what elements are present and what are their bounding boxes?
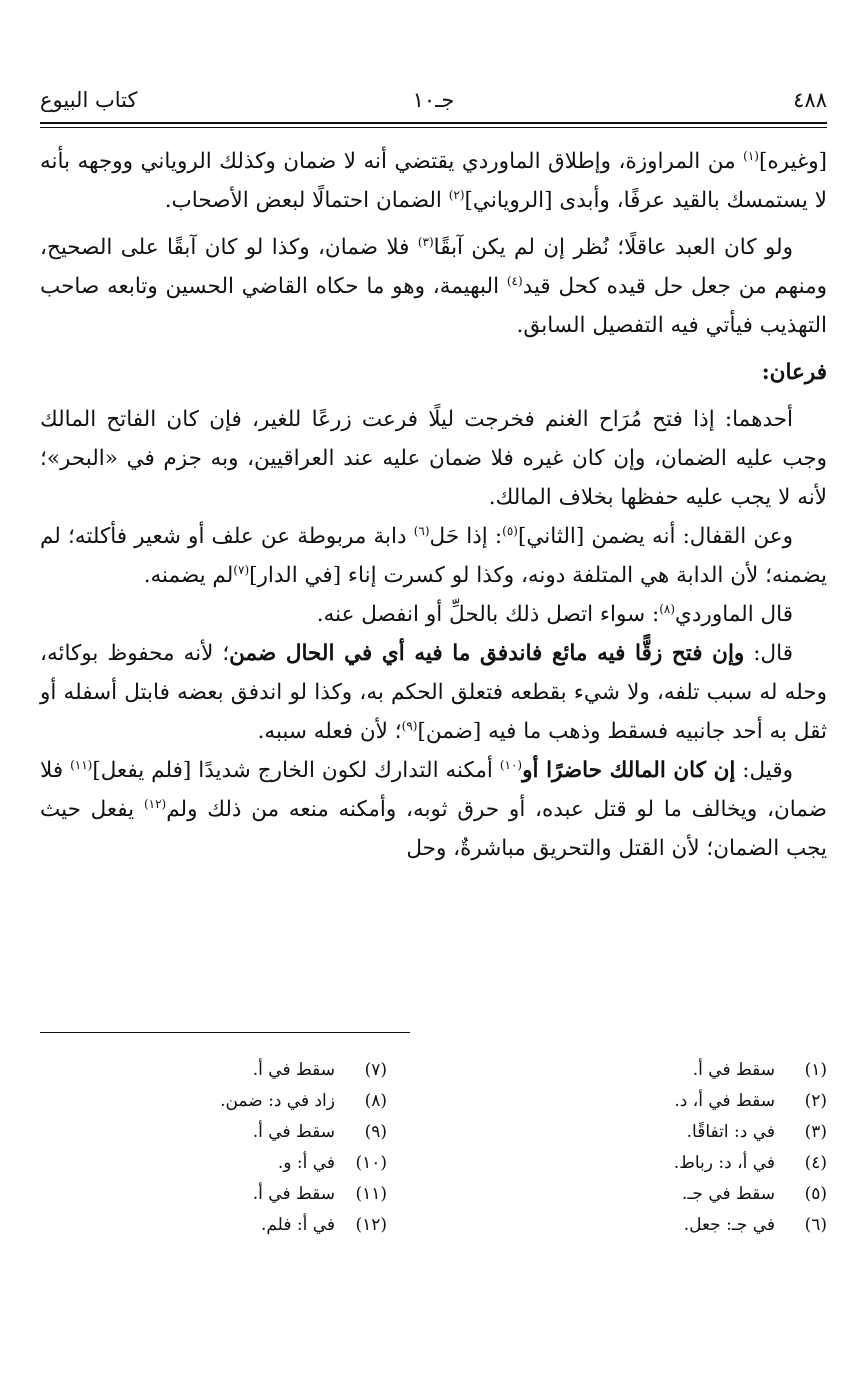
footnote-marker: (٥) — [502, 523, 518, 538]
footnote-item — [467, 1055, 827, 1086]
text-run: : سواء اتصل ذلك بالحلِّ أو انفصل عنه. — [316, 602, 660, 627]
text-run: من المراوزة، وإطلاق الماوردي يقتضي أنه لا ضمان وكذلك الروياني ووجهه بأنه لا يستمسك بالقيد عرفًا، وأبدى [الروياني] — [40, 149, 827, 213]
footnote-number: (٥) — [804, 1184, 827, 1204]
footnote-text: سقط في أ. — [252, 1184, 335, 1204]
book-title: كتاب البيوع — [40, 88, 138, 112]
text-run: فلا ضمان، ويخالف ما لو قتل عبده، أو حرق ثوبه، وأمكنه منعه من ذلك ولم — [40, 758, 827, 822]
text-run: البهيمة، وهو ما حكاه القاضي الحسين وتابعه صاحب التهذيب فيأتي فيه التفصيل السابق. — [40, 274, 827, 338]
footnote-item — [467, 1179, 827, 1210]
paragraph — [40, 142, 827, 220]
footnote-marker: (٨) — [659, 601, 676, 616]
footnote-marker: (٤) — [506, 273, 523, 288]
footnote-number: (٣) — [804, 1122, 827, 1142]
footnote-item — [467, 1210, 827, 1241]
bold-text: فرعان: — [761, 360, 827, 385]
footnote-marker: (١٢) — [143, 796, 167, 811]
running-header — [40, 70, 827, 118]
footnote-text: في أ: فلم. — [260, 1215, 335, 1235]
text-run: أحدهما: إذا فتح مُرَاح الغنم فخرجت ليلًا فرعت زرعًا للغير، فإن كان الفاتح المالك وجب عليه الضمان، وإن كان غيره فلا ضمان عليه عند العراقيين، وبه جزم في «البحر»؛ لأنه لا يجب عليه حفظها بخلاف المالك. — [40, 407, 827, 510]
text-run: قال: — [744, 641, 793, 666]
bold-text: إن كان المالك حاضرًا أو — [522, 758, 736, 783]
footnote-number: (١١) — [355, 1184, 387, 1204]
text-run: ؛ لأن فعله سببه. — [257, 719, 402, 744]
footnote-text: سقط في أ. — [252, 1122, 335, 1142]
paragraph — [40, 595, 827, 634]
footnote-number: (٩) — [364, 1122, 387, 1142]
footnote-marker: (١٠) — [499, 757, 523, 772]
footnote-text: سقط في أ. — [252, 1060, 335, 1080]
footnote-number: (٨) — [364, 1091, 387, 1111]
volume-label: جـ١٠ — [412, 88, 455, 112]
paragraph — [40, 400, 827, 517]
body-text — [40, 142, 827, 868]
text-run: الضمان احتمالًا لبعض الأصحاب. — [164, 188, 449, 213]
footnotes-column-right — [467, 1055, 827, 1241]
header-rule-thick — [40, 122, 827, 124]
footnote-text: سقط في جـ. — [682, 1184, 775, 1204]
footnote-item — [467, 1086, 827, 1117]
paragraph — [40, 517, 827, 595]
footnote-marker: (٩) — [401, 718, 418, 733]
footnote-item — [27, 1210, 387, 1241]
footnote-item — [467, 1148, 827, 1179]
paragraph — [40, 751, 827, 868]
footnote-marker: (٢) — [448, 187, 465, 202]
text-run: أمكنه التدارك لكون الخارج شديدًا [فلم يفعل] — [92, 758, 500, 783]
footnote-number: (١٢) — [355, 1215, 387, 1235]
text-run: قال الماوردي — [675, 602, 793, 627]
footnote-marker: (١١) — [70, 757, 93, 772]
footnote-number: (٦) — [804, 1215, 827, 1235]
footnote-text: في أ: و. — [277, 1153, 335, 1173]
footnote-item — [27, 1179, 387, 1210]
paragraph — [40, 353, 827, 392]
paragraph — [40, 634, 827, 751]
header-rule-thin — [40, 127, 827, 128]
page-number: ٤٨٨ — [793, 88, 827, 112]
text-run: يفعل حيث يجب الضمان؛ لأن القتل والتحريق مباشرةٌ، وحل — [40, 797, 827, 861]
footnote-marker: (٧) — [233, 562, 250, 577]
footnote-item — [27, 1055, 387, 1086]
footnote-item — [27, 1148, 387, 1179]
text-run: وعن القفال: أنه يضمن [الثاني] — [517, 524, 793, 549]
footnote-separator — [40, 1032, 410, 1033]
text-run: دابة مربوطة عن علف أو شعير فأكلته؛ لم يضمنه؛ لأن الدابة هي المتلفة دونه، وكذا لو كسرت إناء [في الدار] — [40, 524, 827, 588]
footnote-marker: (٦) — [413, 523, 430, 538]
paragraph — [40, 228, 827, 345]
footnote-text: في د: اتفاقًا. — [686, 1122, 775, 1142]
footnote-marker: (٣) — [417, 234, 434, 249]
footnote-item — [27, 1086, 387, 1117]
footnote-text: سقط في أ. — [692, 1060, 775, 1080]
text-run: ؛ لأنه محفوظ بوكائه، وحله له سبب تلفه، ولا شيء بقطعه فتعلق الحكم به، وكذا لو اندفق بعضه فابتل أسفله أو ثقل به أحد جانبيه فسقط وذهب ما فيه [ضمن] — [40, 641, 827, 744]
text-run: لم يضمنه. — [143, 563, 234, 588]
footnote-number: (٢) — [804, 1091, 827, 1111]
text-run: فلا ضمان، وكذا لو كان آبقًا على الصحيح، ومنهم من جعل حل قيده كحل قيد — [40, 235, 827, 299]
text-run: ولو كان العبد عاقلًا؛ نُظر إن لم يكن آبقًا — [433, 235, 793, 260]
footnote-number: (١٠) — [355, 1153, 387, 1173]
text-run: وقيل: — [735, 758, 793, 783]
footnote-text: زاد في د: ضمن. — [220, 1091, 335, 1111]
footnote-text: في أ، د: رباط. — [673, 1153, 775, 1173]
footnote-number: (٤) — [804, 1153, 827, 1173]
footnote-text: في جـ: جعل. — [683, 1215, 775, 1235]
footnote-item — [467, 1117, 827, 1148]
book-page — [40, 70, 827, 1235]
footnote-text: سقط في أ، د. — [674, 1091, 775, 1111]
footnote-item — [27, 1117, 387, 1148]
footnote-number: (٧) — [364, 1060, 387, 1080]
footnote-marker: (١) — [743, 148, 759, 163]
footnote-number: (١) — [804, 1060, 827, 1080]
text-run: : إذا حَل — [429, 524, 503, 549]
footnotes-column-left — [27, 1055, 387, 1241]
text-run: [وغيره] — [758, 149, 827, 174]
bold-text: وإن فتح زقًّا فيه مائع فاندفق ما فيه أي في الحال ضمن — [229, 641, 745, 666]
